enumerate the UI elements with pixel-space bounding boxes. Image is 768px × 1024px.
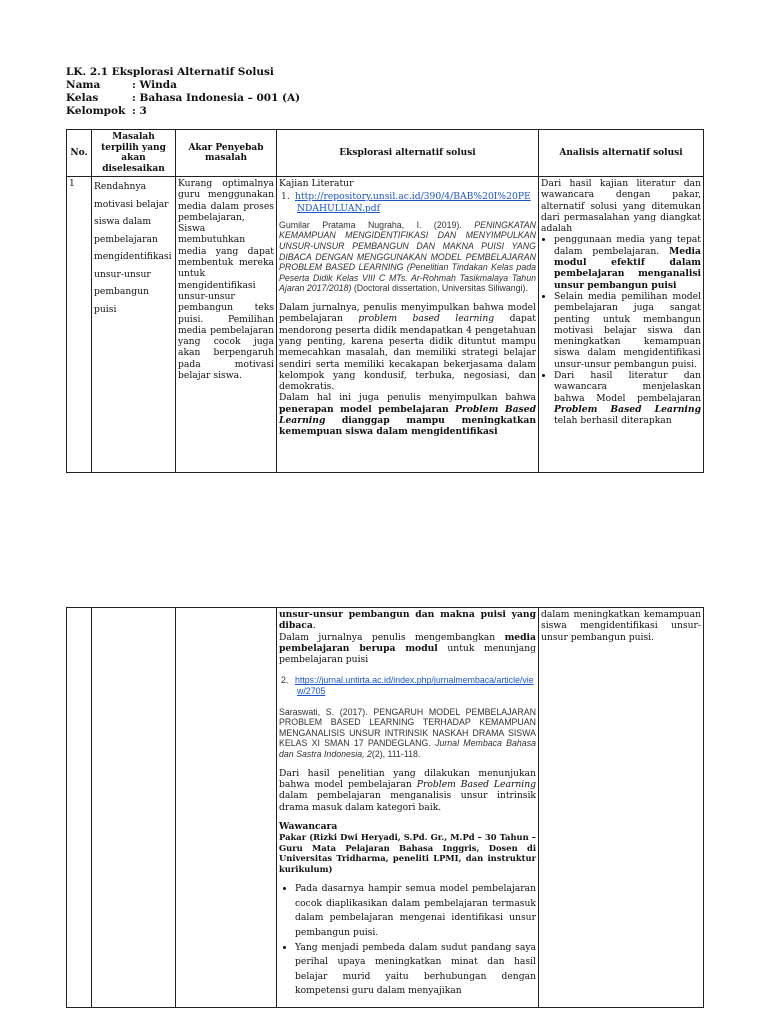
text-run-bold-italic: Problem Based Learning [554,403,701,415]
field-label: Nama [66,79,101,91]
header-field-nama [66,79,300,92]
col-header-masalah: Masalah terpilih yang akan diselesaikan [92,130,176,177]
analysis-list [541,234,701,426]
cell-analisis: dalam meningkatkan kemampuan siswa mengidentifikasi unsur-unsur pembangun puisi. [539,608,704,1008]
citation-author: Saraswati, S. (2017). PENGARUH MODEL PEMBELAJARAN PROBLEM BASED LEARNING TERHADAP KEMAMPUAN MENGANALISIS UNSUR INTRINSIK NASKAH DRAMA SISWA KELAS XI SMAN 17 PANDEGLANG. [279,706,536,749]
table-header-row [67,130,704,177]
exploration-table [66,129,704,473]
paragraph-summary-5 [279,768,536,813]
list-item: • Yang menjadi pembeda dalam sudut pandang saya perihal upaya meningkatkan minat dan hasil belajar murid yaitu berhubungan dengan kompetensi guru dalam menyajikan [295,941,536,999]
reference-citation-2 [279,707,536,760]
section-heading-kajian: Kajian Literatur [279,178,354,189]
text-run: Dalam hal ini juga penulis menyimpulkan bahwa [279,392,536,404]
citation-title: PENINGKATAN KEMAMPUAN MENGIDENTIFIKASI DAN MENYIMPULKAN UNSUR-UNSUR PEMBANGUN DAN MAKNA PUISI YANG DIBACA DENGAN MENGGUNAKAN MODEL PEMBELAJARAN PROBLEM BASED LEARNING (Penelitian Tindakan Kelas pada Peserta Didik Kelas VIII C MTs. Ar-Rohmah Tasikmalaya Tahun Ajaran 2017/2018) [279,219,536,294]
analysis-intro: Dari hasil kajian literatur dan wawancara dengan pakar, alternatif solusi yang ditemukan dari permasalahan yang diangkat adalah [541,178,701,235]
table-row [67,177,704,473]
text-run: penggunaan media yang tepat dalam pembelajaran. [554,234,701,257]
text-run-italic: Problem Based Learning [416,778,536,790]
reference-link-2 [281,675,536,697]
cell-no: 1 [67,177,92,473]
text-run-bold: Media modul efektif dalam pembelajaran menganalisi unsur pembangun puisi [554,245,701,291]
citation-author: Gumilar Pratama Nugraha, I. (2019). [279,219,462,230]
exploration-table-continued [66,607,704,1008]
text-run-bold: unsur-unsur pembangun dan makna puisi yang dibaca [279,609,536,632]
reference-link-1 [281,191,536,214]
citation-pages: (2), 111-118. [371,749,421,760]
text-run: Dari hasil literatur dan wawancara menjelaskan bahwa Model pembelajaran [554,370,701,404]
col-header-akar: Akar Penyebab masalah [176,130,277,177]
text-run: untuk menunjang pembelajaran puisi [279,642,537,666]
list-number: 2. [281,675,289,686]
text-run: Dalam jurnalnya penulis mengembangkan [279,631,496,643]
text-run: . [312,620,316,632]
field-value: : Winda [132,79,177,91]
reference-citation-1 [279,220,536,294]
worksheet-header [66,66,300,118]
col-header-eksplorasi: Eksplorasi alternatif solusi [277,130,539,177]
citation-journal: Jurnal Membaca Bahasa dan Sastra Indonesia, 2 [279,738,536,760]
interview-points [279,882,536,999]
text-run: telah berhasil diterapkan [554,415,672,427]
worksheet-title: LK. 2.1 Eksplorasi Alternatif Solusi [66,66,274,78]
page-top [0,0,768,500]
page-bottom [0,600,768,1024]
list-item: • Selain media pemilihan model pembelajaran juga sangat penting untuk membangun motivasi belajar siswa dan meningkatkan kemampuan siswa dalam mengidentifikasi unsur-unsur pembangun puisi. [554,291,701,370]
list-item [554,370,701,426]
field-value: : Bahasa Indonesia – 001 (A) [132,92,301,104]
col-header-no: No. [67,130,92,177]
text-run-bold-italic: Problem Based Learning [279,403,536,427]
paragraph-summary-1 [279,302,536,392]
paragraph-summary-4 [279,632,536,666]
text-run: Dari hasil penelitian yang dilakukan menunjukan bahwa model pembelajaran [279,767,536,790]
cell-masalah [92,608,176,1008]
cell-akar [176,608,277,1008]
text-run-bold: dianggap mampu meningkatkan kemempuan siswa dalam mengidentifikasi [279,415,536,438]
table-row [67,608,704,1008]
cell-akar: Kurang optimalnya guru menggunakan media dalam proses pembelajaran, Siswa membutuhkan media yang dapat membentuk mereka untuk mengidentifikasi unsur-unsur pembangun teks puisi. Pemilihan media pembelajaran yang cocok juga akan berpengaruh pada motivasi belajar siswa. [176,177,277,473]
reference-url-link[interactable]: http://repository.unsil.ac.id/390/4/BAB%20I%20PENDAHULUAN.pdf [295,191,531,214]
section-heading-wawancara: Wawancara [279,820,338,832]
text-run: dalam pembelajaran menganalisis unsur intrinsik drama masuk dalam kategori baik. [279,790,536,813]
cell-masalah: Rendahnya motivasi belajar siswa dalam pembelajaran mengidentifikasi unsur-unsur pembangun puisi [92,177,176,473]
text-run: Dalam jurnalnya, penulis menyimpulkan bahwa model pembelajaran [279,302,536,325]
col-header-analisis: Analisis alternatif solusi [539,130,704,177]
text-run: dapat mendorong peserta didik mendapatkan 4 pengetahuan yang penting, karena peserta didik dituntut mampu memecahkan masalah, dan memiliki strategi belajar sendiri serta memiliki kecakapan bekerjasama dalam kelompok yang kondusif, terbuka, negosiasi, dan demokratis. [279,313,536,393]
text-run-italic: problem based learning [358,313,495,325]
cell-eksplorasi [277,177,539,473]
paragraph-summary-3 [279,609,536,632]
list-item: • Pada dasarnya hampir semua model pembelajaran cocok diaplikasikan dalam pembelajaran termasuk dalam pembelajaran mengenai identifikasi unsur pembangun puisi. [295,882,536,940]
reference-url-link[interactable]: https://jurnal.untirta.ac.id/index.php/jurnalmembaca/article/view/2705 [295,675,534,697]
paragraph-summary-2 [279,392,536,437]
header-field-kelas [66,92,300,105]
citation-source: (Doctoral dissertation, Universitas Siliwangi). [353,283,528,294]
list-number: 1. [281,191,290,203]
field-label: Kelompok [66,105,126,117]
header-field-kelompok [66,105,300,118]
list-item [554,234,701,290]
text-run-bold: media pembelajaran berupa modul [279,631,536,654]
text-run-bold: penerapan model pembelajaran [279,403,449,415]
cell-analisis [539,177,704,473]
interviewee-info: Pakar (Rizki Dwi Heryadi, S.Pd. Gr., M.Pd – 30 Tahun – Guru Mata Pelajaran Bahasa Inggris, Dosen di Universitas Tridharma, peneliti LPMI, dan instruktur kurikulum) [279,832,536,874]
field-label: Kelas [66,92,99,104]
cell-eksplorasi [277,608,539,1008]
cell-no [67,608,92,1008]
field-value: : 3 [132,105,147,117]
